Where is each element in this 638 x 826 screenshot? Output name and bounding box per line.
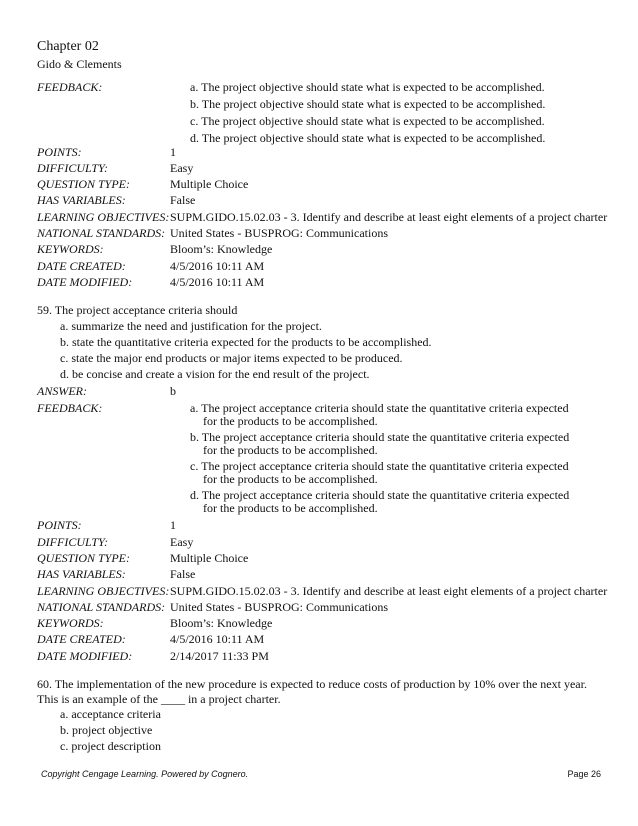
meta-value: 4/5/2016 10:11 AM — [170, 632, 265, 646]
feedback-item: b. The project objective should state what is expected to be accomplished. — [190, 97, 546, 111]
feedback-list — [190, 81, 590, 145]
meta-value: Easy — [170, 535, 194, 549]
meta-label: HAS VARIABLES: — [37, 567, 126, 581]
chapter-title: Chapter 02 — [37, 39, 99, 54]
meta-label: LEARNING OBJECTIVES: — [37, 210, 170, 224]
question-stem: 60. The implementation of the new procedure is expected to reduce costs of production by 10% over the next year. This is an example of the ____ in a project charter. — [37, 677, 587, 706]
meta-label: HAS VARIABLES: — [37, 193, 126, 207]
page-number: Page 26 — [567, 769, 601, 779]
meta-label: DIFFICULTY: — [37, 535, 108, 549]
meta-label: NATIONAL STANDARDS: — [37, 600, 166, 614]
meta-value: SUPM.GIDO.15.02.03 - 3. Identify and describe at least eight elements of a project charter — [170, 584, 608, 598]
feedback-item: d. The project acceptance criteria should state the quantitative criteria expected for the products to be accomplished. — [190, 488, 570, 515]
answer-label: ANSWER: — [37, 384, 87, 398]
meta-label: KEYWORDS: — [37, 616, 104, 630]
meta-label: DIFFICULTY: — [37, 161, 108, 175]
answer-option: c. project description — [60, 739, 161, 753]
copyright-footer: Copyright Cengage Learning. Powered by Cognero. — [41, 769, 249, 779]
meta-label: NATIONAL STANDARDS: — [37, 226, 166, 240]
meta-value: United States - BUSPROG: Communications — [170, 226, 389, 240]
meta-value: False — [170, 193, 196, 207]
feedback-item: a. The project acceptance criteria should state the quantitative criteria expected for the products to be accomplished. — [190, 401, 569, 428]
meta-value: False — [170, 567, 196, 581]
answer-value: b — [170, 384, 176, 398]
meta-label: KEYWORDS: — [37, 242, 104, 256]
answer-option: a. acceptance criteria — [60, 707, 161, 721]
meta-label: QUESTION TYPE: — [37, 551, 131, 565]
feedback-item: c. The project acceptance criteria should state the quantitative criteria expected for the products to be accomplished. — [190, 459, 569, 486]
meta-label: POINTS: — [37, 145, 82, 159]
feedback-label: FEEDBACK: — [37, 401, 103, 415]
meta-label: DATE MODIFIED: — [37, 275, 133, 289]
meta-label: QUESTION TYPE: — [37, 177, 131, 191]
meta-value: 4/5/2016 10:11 AM — [170, 259, 265, 273]
meta-value: SUPM.GIDO.15.02.03 - 3. Identify and describe at least eight elements of a project charter — [170, 210, 608, 224]
meta-value: United States - BUSPROG: Communications — [170, 600, 389, 614]
meta-value: 2/14/2017 11:33 PM — [170, 649, 269, 663]
meta-value: Bloom’s: Knowledge — [170, 616, 273, 630]
meta-value: Bloom’s: Knowledge — [170, 242, 273, 256]
meta-label: LEARNING OBJECTIVES: — [37, 584, 170, 598]
author-line: Gido & Clements — [37, 57, 122, 71]
answer-option: c. state the major end products or major items expected to be produced. — [60, 351, 403, 365]
feedback-label: FEEDBACK: — [37, 80, 103, 94]
answer-option: b. project objective — [60, 723, 153, 737]
meta-value: 1 — [170, 518, 176, 532]
meta-value: 1 — [170, 145, 176, 159]
answer-option: a. summarize the need and justification for the project. — [60, 319, 322, 333]
meta-label: DATE CREATED: — [37, 259, 126, 273]
feedback-item: a. The project objective should state what is expected to be accomplished. — [190, 80, 545, 94]
meta-label: POINTS: — [37, 518, 82, 532]
meta-value: Multiple Choice — [170, 177, 249, 191]
answer-option: b. state the quantitative criteria expected for the products to be accomplished. — [60, 335, 432, 349]
meta-label: DATE MODIFIED: — [37, 649, 133, 663]
meta-value: Easy — [170, 161, 194, 175]
meta-label: DATE CREATED: — [37, 632, 126, 646]
feedback-item: d. The project objective should state what is expected to be accomplished. — [190, 131, 546, 145]
meta-value: 4/5/2016 10:11 AM — [170, 275, 265, 289]
feedback-list — [190, 402, 580, 515]
meta-value: Multiple Choice — [170, 551, 249, 565]
feedback-item: b. The project acceptance criteria should state the quantitative criteria expected for the products to be accomplished. — [190, 430, 570, 457]
question-stem: 59. The project acceptance criteria should — [37, 303, 238, 317]
feedback-item: c. The project objective should state what is expected to be accomplished. — [190, 114, 545, 128]
answer-option: d. be concise and create a vision for the end result of the project. — [60, 367, 370, 381]
